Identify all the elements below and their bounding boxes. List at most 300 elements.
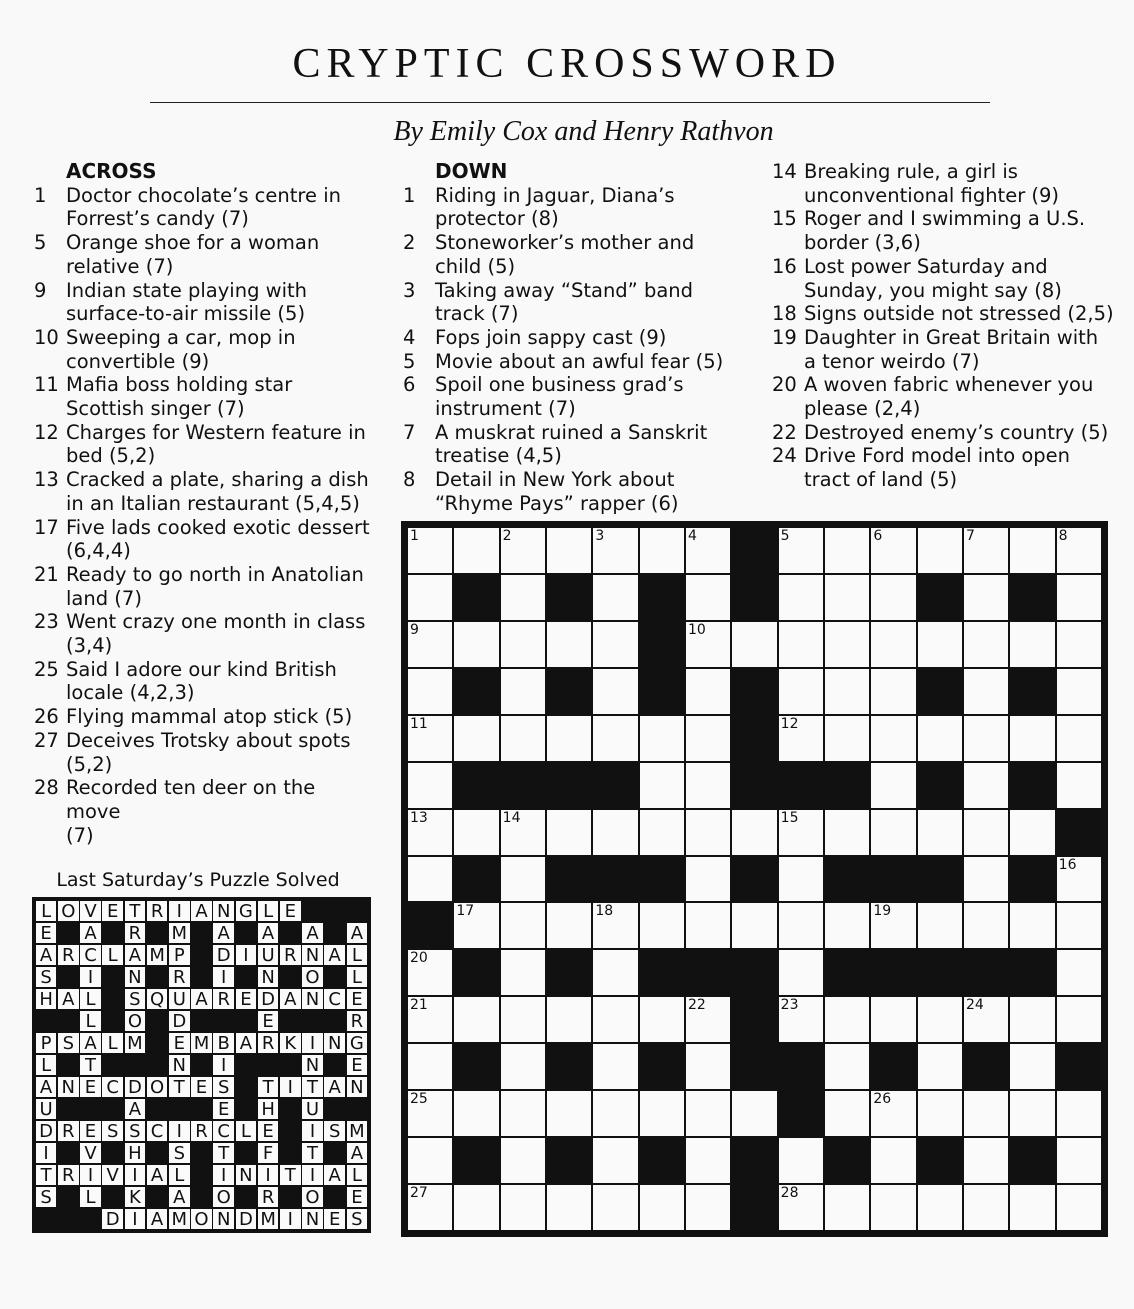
grid-cell[interactable] <box>871 810 915 855</box>
grid-cell[interactable] <box>779 1185 823 1230</box>
grid-cell[interactable] <box>547 1091 591 1136</box>
grid-cell[interactable] <box>501 950 545 995</box>
grid-cell[interactable] <box>871 763 915 808</box>
grid-cell[interactable] <box>779 950 823 995</box>
grid-cell[interactable] <box>1010 1185 1054 1230</box>
grid-cell[interactable] <box>779 622 823 667</box>
clue-number: 3 <box>403 278 416 302</box>
grid-cell[interactable] <box>686 1044 730 1089</box>
cell-number: 4 <box>688 528 697 544</box>
grid-cell[interactable] <box>547 810 591 855</box>
grid-cell[interactable] <box>779 857 823 902</box>
grid-cell[interactable] <box>640 903 684 948</box>
across-clue-21 <box>34 563 374 610</box>
grid-cell[interactable] <box>1010 1091 1054 1136</box>
clue-text-line: Forrest’s candy (7) <box>66 207 249 231</box>
solution-cell: N <box>213 901 234 922</box>
grid-cell[interactable] <box>593 903 637 948</box>
clue-text-line: child (5) <box>435 254 516 278</box>
solution-cell: T <box>213 1143 234 1164</box>
solution-cell: U <box>258 945 279 966</box>
grid-cell[interactable] <box>918 528 962 573</box>
grid-cell[interactable] <box>779 669 823 714</box>
solution-cell: N <box>125 967 146 988</box>
grid-cell[interactable] <box>640 810 684 855</box>
clue-text-line: Indian state playing with <box>66 278 308 302</box>
grid-cell[interactable] <box>1010 716 1054 761</box>
clue-text-line: a tenor weirdo (7) <box>804 349 980 373</box>
grid-cell[interactable] <box>454 1185 498 1230</box>
solution-cell: A <box>191 901 212 922</box>
solution-cell: U <box>302 1099 323 1120</box>
grid-cell[interactable] <box>918 997 962 1042</box>
solution-cell: A <box>280 989 301 1010</box>
grid-cell[interactable] <box>408 1044 452 1089</box>
solution-cell: S <box>125 1121 146 1142</box>
grid-cell[interactable] <box>825 622 869 667</box>
grid-cell[interactable] <box>593 669 637 714</box>
grid-cell[interactable] <box>825 528 869 573</box>
solution-cell: L <box>169 1165 190 1186</box>
grid-cell[interactable] <box>964 810 1008 855</box>
grid-cell[interactable] <box>593 528 637 573</box>
grid-cell[interactable] <box>686 1138 730 1183</box>
solution-cell: R <box>191 1121 212 1142</box>
grid-cell[interactable] <box>593 950 637 995</box>
solution-cell: R <box>147 901 168 922</box>
grid-cell[interactable] <box>640 528 684 573</box>
solution-cell: L <box>347 1165 368 1186</box>
grid-cell[interactable] <box>825 1044 869 1089</box>
solution-cell: I <box>125 1209 146 1230</box>
solution-cell: D <box>236 1209 257 1230</box>
solution-cell: E <box>36 923 57 944</box>
grid-cell[interactable] <box>732 903 776 948</box>
solution-cell: A <box>147 1209 168 1230</box>
solution-cell: I <box>213 967 234 988</box>
clue-text-line: Doctor chocolate’s centre in <box>66 183 341 207</box>
grid-cell[interactable] <box>825 575 869 620</box>
grid-cell[interactable] <box>871 622 915 667</box>
solution-cell: A <box>213 923 234 944</box>
grid-cell[interactable] <box>871 903 915 948</box>
grid-cell[interactable] <box>547 997 591 1042</box>
grid-cell[interactable] <box>547 622 591 667</box>
solution-cell: L <box>258 901 279 922</box>
solution-cell: R <box>58 1121 79 1142</box>
grid-cell[interactable] <box>732 622 776 667</box>
grid-cell[interactable] <box>1010 810 1054 855</box>
grid-cell[interactable] <box>593 622 637 667</box>
solution-cell: T <box>80 1055 101 1076</box>
grid-cell[interactable] <box>501 1044 545 1089</box>
grid-cell[interactable] <box>408 622 452 667</box>
solution-cell: N <box>213 1209 234 1230</box>
solution-cell: R <box>58 1165 79 1186</box>
solution-cell: V <box>102 1165 123 1186</box>
grid-cell[interactable] <box>501 575 545 620</box>
solution-cell: N <box>169 1055 190 1076</box>
grid-cell[interactable] <box>871 669 915 714</box>
solution-cell: C <box>147 1121 168 1142</box>
cell-number: 1 <box>410 528 419 544</box>
clue-number: 20 <box>772 373 797 397</box>
clue-text-line: Fops join sappy cast (9) <box>435 325 667 349</box>
clue-number: 26 <box>34 705 59 729</box>
grid-cell[interactable] <box>825 716 869 761</box>
grid-cell[interactable] <box>825 1185 869 1230</box>
cell-number: 25 <box>410 1091 428 1108</box>
solution-cell: E <box>80 1121 101 1142</box>
cell-number: 8 <box>1058 528 1068 544</box>
grid-cell[interactable] <box>686 903 730 948</box>
solution-cell: I <box>302 1165 323 1186</box>
grid-cell[interactable] <box>686 997 730 1042</box>
grid-cell[interactable] <box>547 903 591 948</box>
grid-cell[interactable] <box>686 716 730 761</box>
grid-cell[interactable] <box>1057 950 1101 995</box>
solution-cell: I <box>36 1143 57 1164</box>
solution-cell: S <box>169 1143 190 1164</box>
clue-text-line: treatise (4,5) <box>435 444 562 468</box>
grid-cell[interactable] <box>408 1091 452 1136</box>
grid-cell[interactable] <box>964 763 1008 808</box>
grid-cell[interactable] <box>454 997 498 1042</box>
grid-cell[interactable] <box>408 997 452 1042</box>
grid-cell[interactable] <box>686 528 730 573</box>
grid-cell[interactable] <box>501 528 545 573</box>
clue-text-line: land (7) <box>66 586 142 610</box>
grid-cell[interactable] <box>918 903 962 948</box>
solution-grid <box>32 897 371 1233</box>
grid-cell[interactable] <box>408 763 452 808</box>
across-heading: ACROSS <box>66 159 157 183</box>
grid-cell[interactable] <box>686 575 730 620</box>
solution-cell: E <box>280 901 301 922</box>
solution-cell: I <box>169 901 190 922</box>
across-clue-27 <box>34 729 374 776</box>
grid-cell[interactable] <box>1057 1185 1101 1230</box>
solution-cell: M <box>147 945 168 966</box>
grid-cell[interactable] <box>454 810 498 855</box>
grid-cell[interactable] <box>501 903 545 948</box>
grid-cell[interactable] <box>964 997 1008 1042</box>
grid-cell[interactable] <box>408 857 452 902</box>
grid-cell[interactable] <box>1057 669 1101 714</box>
down-heading: DOWN <box>435 159 508 183</box>
clue-text-line: Riding in Jaguar, Diana’s <box>435 183 675 207</box>
grid-cell[interactable] <box>779 1138 823 1183</box>
grid-cell[interactable] <box>501 1091 545 1136</box>
grid-cell[interactable] <box>593 810 637 855</box>
grid-cell[interactable] <box>547 528 591 573</box>
clue-text-line: Stoneworker’s mother and <box>435 231 695 255</box>
solution-cell: G <box>236 901 257 922</box>
solution-cell: A <box>125 945 146 966</box>
clue-text-line: Charges for Western feature in <box>66 420 366 444</box>
solution-cell: E <box>236 989 257 1010</box>
grid-cell[interactable] <box>454 716 498 761</box>
grid-cell[interactable] <box>779 716 823 761</box>
grid-cell[interactable] <box>871 1185 915 1230</box>
grid-cell[interactable] <box>640 1185 684 1230</box>
solution-cell: K <box>280 1033 301 1054</box>
grid-cell[interactable] <box>871 1091 915 1136</box>
grid-cell[interactable] <box>825 903 869 948</box>
clue-number: 25 <box>34 657 59 681</box>
clue-text-line: Deceives Trotsky about spots <box>66 728 351 752</box>
solution-cell: M <box>191 1033 212 1054</box>
grid-cell[interactable] <box>1057 997 1101 1042</box>
down-clue-1 <box>403 184 733 231</box>
solution-cell: E <box>258 1011 279 1032</box>
grid-cell[interactable] <box>1057 716 1101 761</box>
clue-text-line: (7) <box>66 823 94 847</box>
clue-text-line: Said I adore our kind British <box>66 657 337 681</box>
solution-cell: D <box>169 1011 190 1032</box>
grid-cell[interactable] <box>1057 857 1101 902</box>
solution-cell: D <box>36 1121 57 1142</box>
across-clue-12 <box>34 421 374 468</box>
grid-cell[interactable] <box>454 528 498 573</box>
solution-cell: I <box>213 1165 234 1186</box>
grid-cell[interactable] <box>547 716 591 761</box>
clue-number: 2 <box>403 231 416 255</box>
grid-cell[interactable] <box>501 669 545 714</box>
grid-cell[interactable] <box>593 1138 637 1183</box>
clue-text-line: Signs outside not stressed (2,5) <box>804 302 1114 326</box>
solution-cell: L <box>80 989 101 1010</box>
grid-cell[interactable] <box>501 622 545 667</box>
grid-cell[interactable] <box>454 903 498 948</box>
solution-cell: N <box>324 1033 345 1054</box>
grid-cell[interactable] <box>1010 1044 1054 1089</box>
solution-cell: N <box>302 1055 323 1076</box>
grid-cell[interactable] <box>918 1185 962 1230</box>
solution-cell: E <box>213 1099 234 1120</box>
down-clues-continued <box>772 160 1122 492</box>
clue-number: 22 <box>772 420 797 444</box>
grid-cell[interactable] <box>593 575 637 620</box>
grid-cell[interactable] <box>1010 903 1054 948</box>
grid-cell[interactable] <box>1057 528 1101 573</box>
grid-cell[interactable] <box>871 997 915 1042</box>
solution-cell: S <box>324 1121 345 1142</box>
solution-cell: U <box>36 1099 57 1120</box>
grid-cell[interactable] <box>593 1091 637 1136</box>
solution-cell: U <box>169 989 190 1010</box>
grid-cell[interactable] <box>501 1185 545 1230</box>
grid-cell[interactable] <box>547 1185 591 1230</box>
solution-cell: A <box>236 1033 257 1054</box>
cell-number: 17 <box>456 903 475 920</box>
grid-cell[interactable] <box>1057 622 1101 667</box>
clue-text-line: locale (4,2,3) <box>66 681 195 705</box>
grid-cell[interactable] <box>1057 1138 1101 1183</box>
cell-number: 27 <box>410 1185 428 1202</box>
clue-text-line: Lost power Saturday and <box>804 254 1048 278</box>
down-clue-19 <box>772 326 1122 373</box>
clue-text-line: track (7) <box>435 302 519 326</box>
clue-number: 1 <box>34 183 47 207</box>
grid-cell[interactable] <box>593 1044 637 1089</box>
grid-cell[interactable] <box>871 1138 915 1183</box>
solution-cell: I <box>280 1209 301 1230</box>
grid-cell[interactable] <box>1057 1091 1101 1136</box>
grid-cell[interactable] <box>871 575 915 620</box>
across-clues <box>34 160 374 847</box>
solution-cell: S <box>347 1209 368 1230</box>
grid-cell[interactable] <box>779 903 823 948</box>
grid-cell[interactable] <box>964 716 1008 761</box>
grid-cell[interactable] <box>732 1091 776 1136</box>
grid-cell[interactable] <box>501 716 545 761</box>
grid-cell[interactable] <box>408 575 452 620</box>
solution-cell: N <box>347 1077 368 1098</box>
grid-cell[interactable] <box>686 810 730 855</box>
grid-cell[interactable] <box>686 669 730 714</box>
grid-cell[interactable] <box>825 810 869 855</box>
grid-cell[interactable] <box>871 528 915 573</box>
grid-cell[interactable] <box>964 1091 1008 1136</box>
grid-cell[interactable] <box>964 1185 1008 1230</box>
grid-cell[interactable] <box>593 716 637 761</box>
grid-cell[interactable] <box>779 810 823 855</box>
grid-cell[interactable] <box>408 1138 452 1183</box>
grid-cell[interactable] <box>964 622 1008 667</box>
grid-cell[interactable] <box>1057 903 1101 948</box>
grid-cell[interactable] <box>686 622 730 667</box>
clue-number: 18 <box>772 302 797 326</box>
grid-cell[interactable] <box>408 950 452 995</box>
grid-cell[interactable] <box>454 1091 498 1136</box>
grid-cell[interactable] <box>640 997 684 1042</box>
grid-cell[interactable] <box>779 997 823 1042</box>
solution-cell: G <box>347 1033 368 1054</box>
solution-cell: T <box>125 901 146 922</box>
grid-cell[interactable] <box>640 1091 684 1136</box>
down-clue-20 <box>772 373 1122 420</box>
grid-cell[interactable] <box>501 1138 545 1183</box>
solution-cell: I <box>213 1055 234 1076</box>
grid-cell[interactable] <box>918 716 962 761</box>
across-clue-1 <box>34 184 374 231</box>
grid-cell[interactable] <box>1010 528 1054 573</box>
down-clue-16 <box>772 255 1122 302</box>
solution-cell: A <box>324 1165 345 1186</box>
solution-cell: A <box>258 923 279 944</box>
grid-cell[interactable] <box>454 622 498 667</box>
grid-cell[interactable] <box>593 997 637 1042</box>
grid-cell[interactable] <box>408 528 452 573</box>
grid-cell[interactable] <box>964 1138 1008 1183</box>
cell-number: 2 <box>502 528 512 544</box>
solution-cell: Q <box>147 989 168 1010</box>
grid-cell[interactable] <box>825 1091 869 1136</box>
solution-cell: E <box>191 1077 212 1098</box>
grid-cell[interactable] <box>825 997 869 1042</box>
grid-cell[interactable] <box>964 575 1008 620</box>
solution-cell: S <box>36 1187 57 1208</box>
clue-text-line: Taking away “Stand” band <box>435 278 694 302</box>
grid-cell[interactable] <box>918 622 962 667</box>
grid-cell[interactable] <box>732 810 776 855</box>
grid-cell[interactable] <box>779 575 823 620</box>
grid-cell[interactable] <box>686 1185 730 1230</box>
solution-cell: A <box>36 1077 57 1098</box>
solution-cell: O <box>191 1209 212 1230</box>
across-clue-25 <box>34 658 374 705</box>
grid-cell[interactable] <box>918 1091 962 1136</box>
solution-cell: A <box>324 1077 345 1098</box>
down-clue-4 <box>403 326 733 350</box>
solution-cell: E <box>80 1077 101 1098</box>
down-clue-5 <box>403 350 733 374</box>
solution-cell: L <box>36 901 57 922</box>
solution-cell: A <box>324 945 345 966</box>
solution-cell: A <box>58 989 79 1010</box>
grid-cell[interactable] <box>640 716 684 761</box>
grid-cell[interactable] <box>1010 622 1054 667</box>
down-clues <box>403 160 733 516</box>
down-clue-3 <box>403 279 733 326</box>
solution-cell: R <box>258 1187 279 1208</box>
grid-cell[interactable] <box>1057 763 1101 808</box>
across-clue-9 <box>34 279 374 326</box>
grid-cell[interactable] <box>918 1044 962 1089</box>
grid-cell[interactable] <box>501 810 545 855</box>
grid-cell[interactable] <box>825 669 869 714</box>
clue-text-line: Daughter in Great Britain with <box>804 325 1099 349</box>
solution-cell: S <box>58 1033 79 1054</box>
grid-cell[interactable] <box>686 763 730 808</box>
clue-text-line: Recorded ten deer on the move <box>66 776 316 823</box>
grid-cell[interactable] <box>1057 575 1101 620</box>
clue-text-line: (5,2) <box>66 752 113 776</box>
grid-cell[interactable] <box>501 857 545 902</box>
grid-cell[interactable] <box>686 1091 730 1136</box>
clue-text-line: convertible (9) <box>66 349 210 373</box>
solution-cell: C <box>80 945 101 966</box>
solution-cell: K <box>125 1187 146 1208</box>
puzzle-title: CRYPTIC CROSSWORD <box>292 41 842 87</box>
grid-cell[interactable] <box>918 810 962 855</box>
grid-cell[interactable] <box>964 528 1008 573</box>
grid-cell[interactable] <box>640 763 684 808</box>
solution-cell: E <box>347 1187 368 1208</box>
grid-cell[interactable] <box>964 669 1008 714</box>
grid-cell[interactable] <box>1010 997 1054 1042</box>
down-clue-15 <box>772 207 1122 254</box>
grid-cell[interactable] <box>501 997 545 1042</box>
cell-number: 28 <box>780 1185 799 1202</box>
grid-cell[interactable] <box>686 857 730 902</box>
grid-cell[interactable] <box>964 903 1008 948</box>
cell-number: 23 <box>780 997 799 1014</box>
grid-cell[interactable] <box>964 857 1008 902</box>
grid-cell[interactable] <box>593 1185 637 1230</box>
grid-cell[interactable] <box>779 528 823 573</box>
solution-cell: A <box>347 1143 368 1164</box>
grid-cell[interactable] <box>408 810 452 855</box>
grid-cell[interactable] <box>408 1185 452 1230</box>
grid-cell[interactable] <box>408 716 452 761</box>
grid-cell[interactable] <box>408 669 452 714</box>
cell-number: 21 <box>410 997 428 1014</box>
cell-number: 13 <box>410 809 428 826</box>
grid-cell[interactable] <box>871 716 915 761</box>
title-divider <box>150 102 990 103</box>
